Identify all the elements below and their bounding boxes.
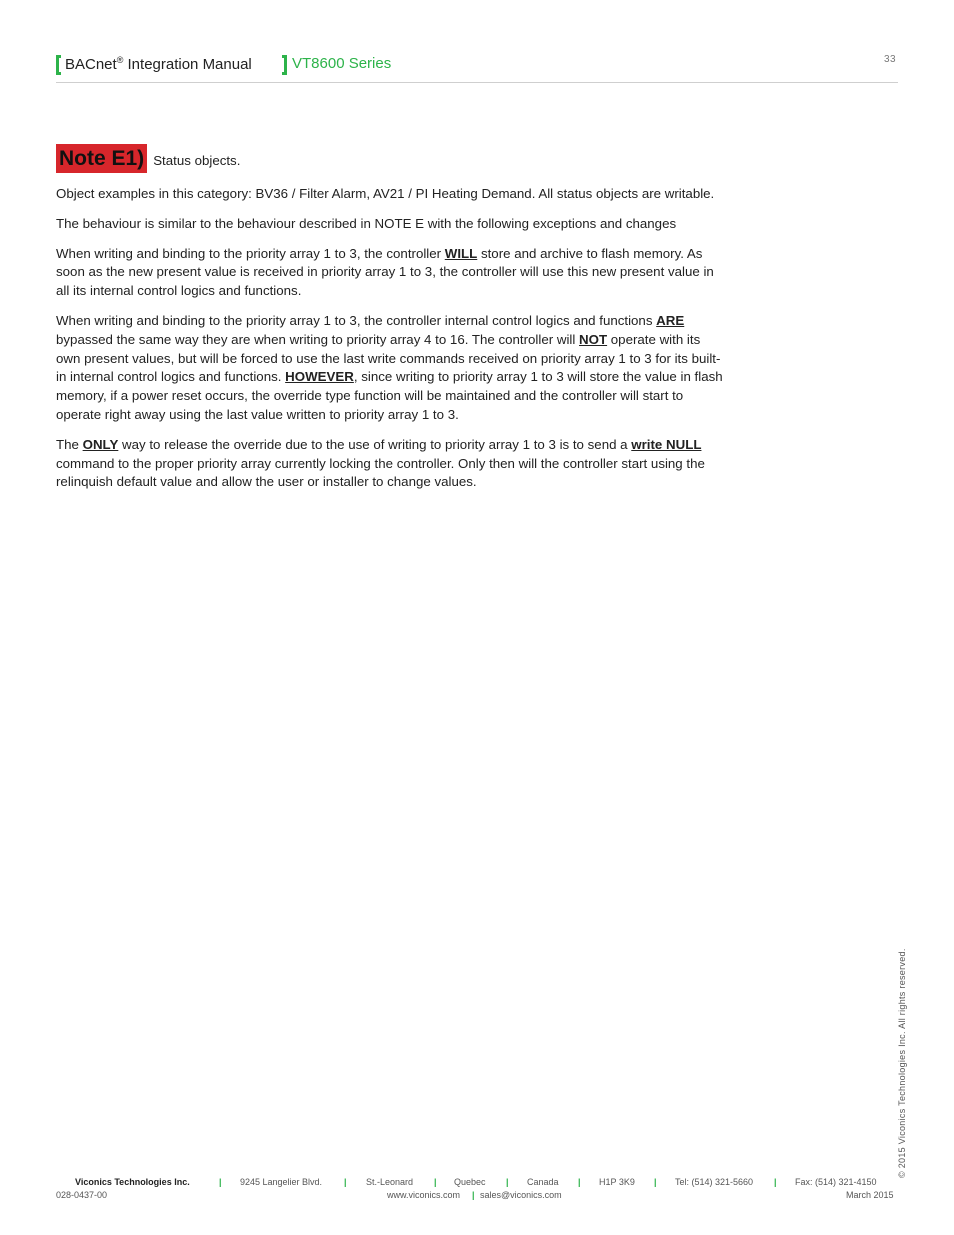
- emphasis-however: HOWEVER: [285, 369, 354, 385]
- page-number: 33: [884, 54, 897, 65]
- footer-email-link[interactable]: sales@viconics.com: [480, 1190, 562, 1200]
- footer-contact-row: [56, 1177, 898, 1189]
- right-bracket-icon: [282, 55, 287, 75]
- paragraph-control-logics: When writing and binding to the priority array 1 to 3, the controller internal control logics and functions ARE bypassed the same way they are when writing to priority array 4 to 16. The controller will NOT operate with its own present values, but will be forced to use the last write commands received on priority array 1 to 3 for its built-in internal control logics and functions. HOWEVER, since writing to priority array 1 to 3 will store the value in flash memory, if a power reset occurs, the override type function will be maintained and the controller will start to operate right away using the last value written to priority array 1 to 3.: [56, 312, 723, 422]
- footer-telephone: Tel: (514) 321-5660: [675, 1177, 754, 1187]
- paragraph-object-examples: Object examples in this category: BV36 / Filter Alarm, AV21 / PI Heating Demand. All status objects are writable.: [56, 186, 715, 201]
- footer-fax: Fax: (514) 321-4150: [795, 1177, 877, 1187]
- footer-doc-row: [56, 1190, 898, 1202]
- footer-date: March 2015: [846, 1190, 894, 1200]
- manual-title: BACnet® Integration Manual: [65, 55, 252, 73]
- emphasis-will: WILL: [444, 245, 478, 261]
- footer-separator: |: [774, 1177, 777, 1187]
- footer-separator: |: [654, 1177, 657, 1187]
- footer-country: Canada: [527, 1177, 559, 1187]
- emphasis-only: ONLY: [82, 436, 119, 452]
- footer-separator: |: [578, 1177, 581, 1187]
- note-heading: [56, 144, 728, 173]
- series-title: VT8600 Series: [292, 55, 392, 72]
- footer-separator: |: [344, 1177, 347, 1187]
- registered-mark: ®: [116, 55, 124, 65]
- paragraph-flash-memory: When writing and binding to the priority array 1 to 3, the controller WILL store and archive to flash memory. As soon as the new present value is received in priority array 1 to 3, the controller will use this new present value in all its internal control logics and functions.: [56, 245, 714, 299]
- footer-address: 9245 Langelier Blvd.: [240, 1177, 323, 1187]
- emphasis-write-null: write NULL: [631, 436, 702, 452]
- left-bracket-icon: [56, 55, 61, 75]
- emphasis-are: ARE: [656, 312, 685, 328]
- footer-city: St.-Leonard: [366, 1177, 414, 1187]
- footer-separator: |: [472, 1190, 475, 1200]
- paragraph-release-override: The ONLY way to release the override due to the use of writing to priority array 1 to 3 is to send a write NULL command to the proper priority array currently locking the controller. Only then will the controller start using the relinquish default value and allow the user or installer to change values.: [56, 436, 705, 490]
- main-content: [56, 144, 728, 503]
- footer-postal-code: H1P 3K9: [599, 1177, 635, 1187]
- footer-separator: |: [434, 1177, 437, 1187]
- paragraph-behaviour: The behaviour is similar to the behaviour described in NOTE E with the following exceptions and changes: [56, 215, 677, 231]
- footer-separator: |: [219, 1177, 222, 1187]
- footer-doc-number: 028-0437-00: [56, 1190, 108, 1200]
- emphasis-not: NOT: [579, 331, 608, 347]
- footer-separator: |: [506, 1177, 509, 1187]
- footer-company: Viconics Technologies Inc.: [75, 1177, 190, 1187]
- footer-province: Quebec: [454, 1177, 486, 1187]
- note-subtitle: Status objects.: [153, 153, 241, 169]
- page-footer: [56, 1177, 898, 1202]
- footer-website-link[interactable]: www.viconics.com: [387, 1190, 461, 1200]
- page-header: [56, 54, 898, 83]
- copyright-notice: © 2015 Viconics Technologies Inc. All rights reserved.: [897, 948, 907, 1178]
- note-badge: Note E1): [56, 144, 147, 173]
